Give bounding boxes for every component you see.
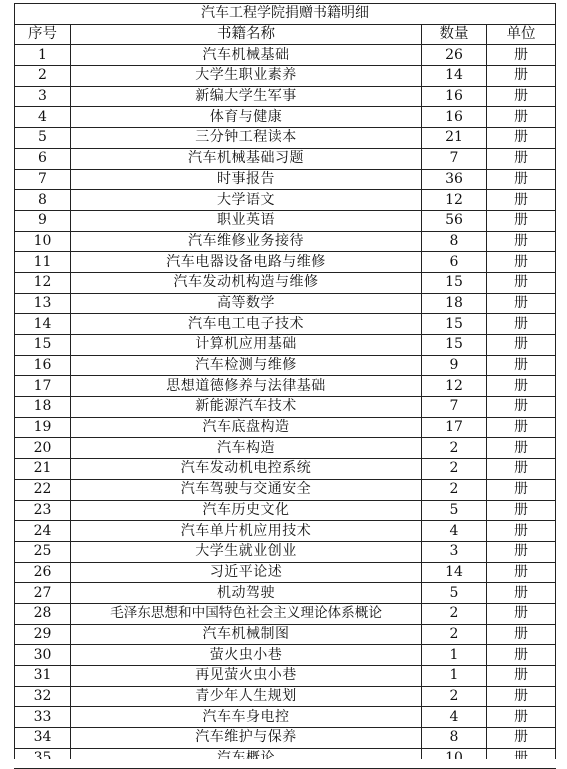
row-index: 8 — [15, 190, 71, 211]
quantity-cell: 5 — [422, 500, 487, 521]
table-row — [15, 66, 556, 87]
header-unit: 单位 — [487, 24, 556, 45]
quantity-cell: 1 — [422, 645, 487, 666]
title-row — [15, 4, 556, 25]
book-name-cell: 萤火虫小巷 — [71, 645, 422, 666]
row-index: 16 — [15, 355, 71, 376]
book-name-cell: 汽车机械基础习题 — [71, 148, 422, 169]
unit-cell: 册 — [487, 107, 556, 128]
quantity-cell: 21 — [422, 128, 487, 149]
row-index: 30 — [15, 645, 71, 666]
unit-cell: 册 — [487, 624, 556, 645]
quantity-cell: 18 — [422, 293, 487, 314]
quantity-cell: 5 — [422, 583, 487, 604]
book-name-cell: 习近平论述 — [71, 562, 422, 583]
table-row — [15, 86, 556, 107]
row-index: 13 — [15, 293, 71, 314]
row-index: 11 — [15, 252, 71, 273]
book-name-cell: 汽车维护与保养 — [71, 728, 422, 749]
unit-cell: 册 — [487, 355, 556, 376]
quantity-cell: 2 — [422, 438, 487, 459]
book-name-cell: 大学生职业素养 — [71, 66, 422, 87]
quantity-cell: 14 — [422, 562, 487, 583]
unit-cell: 册 — [487, 148, 556, 169]
unit-cell: 册 — [487, 293, 556, 314]
unit-cell: 册 — [487, 707, 556, 728]
quantity-cell: 17 — [422, 417, 487, 438]
unit-cell: 册 — [487, 603, 556, 624]
quantity-cell: 15 — [422, 272, 487, 293]
book-name-cell: 再见萤火虫小巷 — [71, 666, 422, 687]
table-row — [15, 231, 556, 252]
row-index: 12 — [15, 272, 71, 293]
header-row — [15, 24, 556, 45]
book-name-cell: 大学生就业创业 — [71, 541, 422, 562]
quantity-cell: 2 — [422, 459, 487, 480]
row-index: 9 — [15, 210, 71, 231]
book-name-cell: 汽车发动机电控系统 — [71, 459, 422, 480]
row-index: 2 — [15, 66, 71, 87]
table-row — [15, 417, 556, 438]
table-row — [15, 541, 556, 562]
unit-cell: 册 — [487, 45, 556, 66]
table-row — [15, 128, 556, 149]
table-row — [15, 45, 556, 66]
header-index: 序号 — [15, 24, 71, 45]
header-book-name: 书籍名称 — [71, 24, 422, 45]
row-index: 10 — [15, 231, 71, 252]
unit-cell: 册 — [487, 728, 556, 749]
table-row — [15, 479, 556, 500]
quantity-cell: 26 — [422, 45, 487, 66]
table-row — [15, 148, 556, 169]
unit-cell: 册 — [487, 562, 556, 583]
book-name-cell: 三分钟工程读本 — [71, 128, 422, 149]
quantity-cell: 12 — [422, 190, 487, 211]
unit-cell: 册 — [487, 252, 556, 273]
row-index: 22 — [15, 479, 71, 500]
row-index: 7 — [15, 169, 71, 190]
row-index: 4 — [15, 107, 71, 128]
book-name-cell: 高等数学 — [71, 293, 422, 314]
table-row — [15, 190, 556, 211]
book-name-cell: 汽车单片机应用技术 — [71, 521, 422, 542]
unit-cell: 册 — [487, 438, 556, 459]
quantity-cell: 36 — [422, 169, 487, 190]
quantity-cell: 7 — [422, 397, 487, 418]
book-name-cell: 汽车底盘构造 — [71, 417, 422, 438]
quantity-cell: 9 — [422, 355, 487, 376]
row-index: 32 — [15, 686, 71, 707]
unit-cell: 册 — [487, 272, 556, 293]
row-index: 26 — [15, 562, 71, 583]
row-index: 20 — [15, 438, 71, 459]
table-row — [15, 355, 556, 376]
book-name-cell: 新编大学生军事 — [71, 86, 422, 107]
page-cutoff — [0, 759, 567, 768]
row-index: 1 — [15, 45, 71, 66]
table-row — [15, 645, 556, 666]
book-name-cell: 计算机应用基础 — [71, 335, 422, 356]
unit-cell: 册 — [487, 314, 556, 335]
unit-cell: 册 — [487, 210, 556, 231]
table-row — [15, 335, 556, 356]
book-name-cell: 汽车机械制图 — [71, 624, 422, 645]
unit-cell: 册 — [487, 521, 556, 542]
row-index: 17 — [15, 376, 71, 397]
unit-cell: 册 — [487, 645, 556, 666]
quantity-cell: 16 — [422, 107, 487, 128]
unit-cell: 册 — [487, 376, 556, 397]
unit-cell: 册 — [487, 169, 556, 190]
unit-cell: 册 — [487, 335, 556, 356]
row-index: 25 — [15, 541, 71, 562]
quantity-cell: 8 — [422, 231, 487, 252]
book-name-cell: 汽车检测与维修 — [71, 355, 422, 376]
book-name-cell: 思想道德修养与法律基础 — [71, 376, 422, 397]
row-index: 19 — [15, 417, 71, 438]
unit-cell: 册 — [487, 500, 556, 521]
row-index: 5 — [15, 128, 71, 149]
header-quantity: 数量 — [422, 24, 487, 45]
quantity-cell: 2 — [422, 479, 487, 500]
table-row — [15, 438, 556, 459]
table-row — [15, 397, 556, 418]
quantity-cell: 1 — [422, 666, 487, 687]
book-name-cell: 汽车机械基础 — [71, 45, 422, 66]
row-index: 15 — [15, 335, 71, 356]
table-row — [15, 728, 556, 749]
table-row — [15, 376, 556, 397]
row-index: 27 — [15, 583, 71, 604]
quantity-cell: 4 — [422, 521, 487, 542]
quantity-cell: 4 — [422, 707, 487, 728]
table-row — [15, 521, 556, 542]
book-name-cell: 汽车构造 — [71, 438, 422, 459]
table-row — [15, 272, 556, 293]
unit-cell: 册 — [487, 459, 556, 480]
book-name-cell: 新能源汽车技术 — [71, 397, 422, 418]
quantity-cell: 56 — [422, 210, 487, 231]
unit-cell: 册 — [487, 231, 556, 252]
book-name-cell: 汽车驾驶与交通安全 — [71, 479, 422, 500]
quantity-cell: 2 — [422, 686, 487, 707]
table-row — [15, 583, 556, 604]
unit-cell: 册 — [487, 541, 556, 562]
table-row — [15, 107, 556, 128]
row-index: 18 — [15, 397, 71, 418]
book-name-cell: 青少年人生规划 — [71, 686, 422, 707]
quantity-cell: 15 — [422, 335, 487, 356]
unit-cell: 册 — [487, 66, 556, 87]
row-index: 31 — [15, 666, 71, 687]
book-name-cell: 职业英语 — [71, 210, 422, 231]
table-row — [15, 293, 556, 314]
unit-cell: 册 — [487, 190, 556, 211]
quantity-cell: 6 — [422, 252, 487, 273]
book-name-cell: 机动驾驶 — [71, 583, 422, 604]
table-row — [15, 169, 556, 190]
book-name-cell: 毛泽东思想和中国特色社会主义理论体系概论 — [71, 603, 422, 624]
book-name-cell: 汽车维修业务接待 — [71, 231, 422, 252]
book-name-cell: 大学语文 — [71, 190, 422, 211]
row-index: 21 — [15, 459, 71, 480]
row-index: 23 — [15, 500, 71, 521]
quantity-cell: 15 — [422, 314, 487, 335]
table-row — [15, 624, 556, 645]
book-name-cell: 时事报告 — [71, 169, 422, 190]
book-name-cell: 汽车车身电控 — [71, 707, 422, 728]
quantity-cell: 2 — [422, 603, 487, 624]
unit-cell: 册 — [487, 128, 556, 149]
table-row — [15, 686, 556, 707]
table-row — [15, 666, 556, 687]
table-row — [15, 314, 556, 335]
unit-cell: 册 — [487, 479, 556, 500]
row-index: 14 — [15, 314, 71, 335]
row-index: 3 — [15, 86, 71, 107]
unit-cell: 册 — [487, 686, 556, 707]
quantity-cell: 2 — [422, 624, 487, 645]
unit-cell: 册 — [487, 86, 556, 107]
row-index: 24 — [15, 521, 71, 542]
table-body — [15, 45, 556, 769]
table-row — [15, 562, 556, 583]
table-row — [15, 707, 556, 728]
book-name-cell: 汽车历史文化 — [71, 500, 422, 521]
table-row — [15, 210, 556, 231]
row-index: 34 — [15, 728, 71, 749]
book-donation-table — [14, 3, 556, 769]
row-index: 33 — [15, 707, 71, 728]
row-index: 6 — [15, 148, 71, 169]
quantity-cell: 7 — [422, 148, 487, 169]
unit-cell: 册 — [487, 417, 556, 438]
table-row — [15, 603, 556, 624]
unit-cell: 册 — [487, 583, 556, 604]
unit-cell: 册 — [487, 666, 556, 687]
table-row — [15, 252, 556, 273]
quantity-cell: 12 — [422, 376, 487, 397]
quantity-cell: 3 — [422, 541, 487, 562]
row-index: 29 — [15, 624, 71, 645]
table-title: 汽车工程学院捐赠书籍明细 — [15, 4, 556, 25]
quantity-cell: 16 — [422, 86, 487, 107]
book-name-cell: 汽车电工电子技术 — [71, 314, 422, 335]
unit-cell: 册 — [487, 397, 556, 418]
book-name-cell: 汽车发动机构造与维修 — [71, 272, 422, 293]
table-row — [15, 500, 556, 521]
book-name-cell: 体育与健康 — [71, 107, 422, 128]
quantity-cell: 14 — [422, 66, 487, 87]
row-index: 28 — [15, 603, 71, 624]
book-name-cell: 汽车电器设备电路与维修 — [71, 252, 422, 273]
table-row — [15, 459, 556, 480]
donation-sheet — [14, 3, 555, 769]
quantity-cell: 8 — [422, 728, 487, 749]
